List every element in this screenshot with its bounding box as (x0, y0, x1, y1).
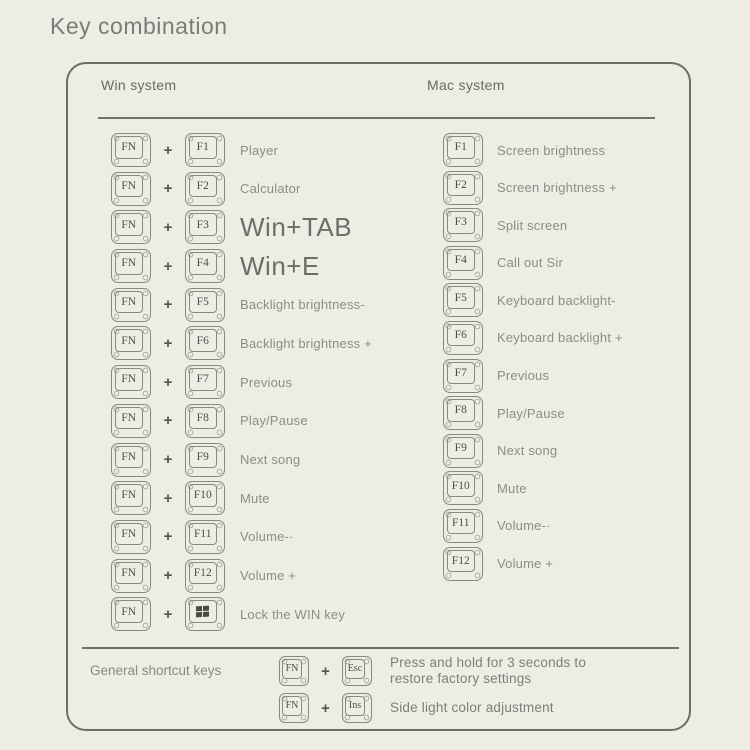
keycap-f10 (443, 471, 483, 505)
win-shortcut-row (111, 249, 372, 283)
keycap-f5 (185, 288, 225, 322)
shortcut-panel (66, 62, 691, 731)
plus-sign: + (321, 699, 330, 717)
page-title: Key combination (50, 13, 228, 39)
shortcut-label: Call out Sir (497, 255, 563, 271)
keycap-face: F4 (196, 257, 209, 270)
win-shortcut-row (111, 404, 372, 438)
keycap-fn (111, 326, 151, 360)
win-shortcut-row (111, 326, 372, 360)
shortcut-label: Screen brightness + (497, 180, 617, 196)
keycap-fn (111, 520, 151, 554)
keycap-f10 (185, 481, 225, 515)
shortcut-label: Volume + (497, 556, 554, 572)
shortcut-label: Player (240, 142, 279, 158)
plus-sign: + (163, 180, 173, 198)
keycap-f6 (443, 321, 483, 355)
keycap-face: F4 (454, 254, 467, 267)
keycap-face: FN (121, 605, 137, 618)
keycap-fn (111, 597, 151, 631)
keycap-fn (111, 443, 151, 477)
mac-shortcut-row (443, 359, 623, 393)
plus-sign: + (163, 373, 173, 391)
mac-shortcut-row (443, 133, 623, 167)
mac-column-header: Mac system (427, 77, 505, 93)
win-shortcut-row (111, 559, 372, 593)
shortcut-label: Previous (497, 368, 550, 384)
mac-shortcut-row (443, 208, 623, 242)
keycap-face: F3 (196, 218, 209, 231)
header-divider (98, 117, 655, 119)
keycap-ins (342, 693, 372, 723)
keycap-face: F5 (196, 296, 209, 308)
shortcut-label: Backlight brightness- (240, 297, 365, 313)
general-shortcut-row (279, 693, 615, 723)
keycap-face: FN (121, 141, 137, 154)
shortcut-label: Play/Pause (497, 405, 565, 421)
keycap-face: FN (121, 373, 137, 386)
shortcut-label: Previous (240, 374, 293, 390)
footer-divider (82, 647, 679, 649)
keycap-face: F11 (452, 517, 470, 530)
general-shortcut-list (279, 656, 615, 730)
keycap-win (185, 597, 225, 631)
keycap-fn (111, 404, 151, 438)
keycap-f7 (185, 365, 225, 399)
plus-sign: + (163, 567, 173, 585)
keycap-f6 (185, 326, 225, 360)
keycap-f8 (443, 396, 483, 430)
windows-logo-icon (196, 606, 209, 618)
plus-sign: + (163, 141, 173, 159)
keycap-face: F1 (196, 141, 209, 154)
win-shortcut-row (111, 365, 372, 399)
keycap-f4 (443, 246, 483, 280)
keycap-fn (111, 172, 151, 206)
win-shortcut-row (111, 443, 372, 477)
keycap-face: F2 (454, 178, 467, 191)
keycap-face: FN (121, 334, 137, 347)
win-column-header: Win system (101, 77, 177, 93)
plus-sign: + (163, 451, 173, 468)
shortcut-label: Backlight brightness + (240, 335, 372, 351)
keycap-face: FN (121, 296, 137, 308)
keycap-face: FN (285, 663, 299, 674)
keycap-fn (111, 559, 151, 593)
shortcut-label: Keyboard backlight + (497, 330, 623, 346)
keycap-face: F9 (196, 450, 209, 463)
shortcut-label: Mute (497, 480, 527, 496)
keycap-f8 (185, 404, 225, 438)
keycap-face: F7 (454, 366, 467, 379)
shortcut-label: Win+TAB (240, 211, 353, 242)
mac-shortcut-row (443, 434, 623, 468)
shortcut-label: Win+E (240, 250, 320, 281)
keycap-face: Esc (347, 663, 363, 674)
keycap-face: FN (121, 450, 137, 463)
win-shortcut-row (111, 288, 372, 322)
keycap-face: FN (121, 412, 137, 425)
keycap-f11 (443, 509, 483, 543)
keycap-f1 (185, 133, 225, 167)
keycap-f5 (443, 283, 483, 317)
keycap-f12 (443, 547, 483, 581)
shortcut-label: Split screen (497, 217, 568, 233)
shortcut-label: Lock the WIN key (240, 606, 346, 622)
keycap-face: F9 (454, 442, 467, 454)
mac-shortcut-row (443, 321, 623, 355)
keycap-face: F5 (454, 291, 467, 304)
keycap-f4 (185, 249, 225, 283)
plus-sign: + (163, 257, 173, 275)
keycap-f9 (443, 434, 483, 468)
win-shortcut-row (111, 133, 372, 167)
keycap-face: F2 (196, 179, 209, 192)
mac-shortcut-row (443, 246, 623, 280)
keycap-face: F8 (196, 412, 209, 425)
keycap-face: F6 (454, 329, 467, 342)
keycap-face: FN (121, 218, 137, 231)
keycap-fn (279, 656, 309, 686)
plus-sign: + (163, 528, 173, 546)
keycap-face: F10 (193, 489, 212, 502)
keycap-fn (111, 288, 151, 322)
plus-sign: + (163, 605, 173, 623)
keycap-face: FN (285, 700, 299, 711)
general-shortcuts-header: General shortcut keys (90, 663, 222, 678)
shortcut-label: Mute (240, 490, 270, 506)
keycap-face: FN (121, 528, 137, 541)
keycap-face: F10 (451, 479, 470, 492)
win-shortcut-row (111, 210, 372, 244)
keycap-fn (111, 365, 151, 399)
plus-sign: + (163, 412, 173, 430)
plus-sign: + (163, 334, 173, 352)
keycap-f2 (443, 171, 483, 205)
shortcut-label: Press and hold for 3 seconds to restore factory settings (390, 655, 587, 686)
keycap-face: FN (121, 566, 137, 579)
keycap-f3 (185, 210, 225, 244)
win-shortcut-row (111, 481, 372, 515)
win-shortcut-row (111, 597, 372, 631)
keycap-fn (111, 210, 151, 244)
keycap-f9 (185, 443, 225, 477)
keycap-face: F11 (194, 528, 212, 541)
keycap-fn (111, 133, 151, 167)
mac-shortcut-row (443, 171, 623, 205)
keycap-face (189, 600, 218, 623)
win-shortcut-row (111, 520, 372, 554)
shortcut-label: Volume-· (497, 518, 551, 534)
keycap-face: FN (121, 179, 137, 192)
shortcut-label: Calculator (240, 181, 301, 197)
keycap-face: Ins (348, 700, 362, 711)
win-shortcut-row (111, 172, 372, 206)
keycap-f7 (443, 359, 483, 393)
keycap-f1 (443, 133, 483, 167)
keycap-face: F12 (451, 554, 470, 567)
shortcut-label: Keyboard backlight- (497, 292, 616, 308)
shortcut-label: Volume + (240, 568, 297, 584)
shortcut-label: Volume-· (240, 529, 294, 545)
shortcut-label: Side light color adjustment (390, 700, 554, 716)
shortcut-label: Next song (497, 443, 558, 459)
general-shortcut-row (279, 656, 615, 686)
plus-sign: + (163, 296, 173, 314)
keycap-face: FN (121, 257, 137, 270)
keycap-face: F3 (454, 216, 467, 229)
keycap-fn (279, 693, 309, 723)
keycap-face: FN (121, 489, 137, 502)
keycap-fn (111, 249, 151, 283)
keycap-face: F7 (196, 373, 209, 386)
keycap-fn (111, 481, 151, 515)
plus-sign: + (163, 489, 173, 507)
keycap-face: F8 (454, 404, 467, 417)
mac-shortcut-row (443, 283, 623, 317)
mac-shortcut-row (443, 509, 623, 543)
keycap-esc (342, 656, 372, 686)
keycap-f11 (185, 520, 225, 554)
shortcut-label: Screen brightness (497, 142, 606, 158)
plus-sign: + (163, 218, 173, 236)
keycap-face: F6 (196, 334, 209, 347)
mac-shortcut-row (443, 547, 623, 581)
keycap-f2 (185, 172, 225, 206)
keycap-face: F1 (454, 141, 467, 154)
win-shortcut-list (111, 133, 372, 636)
plus-sign: + (321, 662, 330, 680)
keycap-f12 (185, 559, 225, 593)
mac-shortcut-list (443, 133, 623, 584)
mac-shortcut-row (443, 396, 623, 430)
shortcut-label: Next song (240, 452, 301, 467)
mac-shortcut-row (443, 471, 623, 505)
keycap-face: F12 (193, 566, 212, 579)
shortcut-label: Play/Pause (240, 413, 308, 429)
keycap-f3 (443, 208, 483, 242)
